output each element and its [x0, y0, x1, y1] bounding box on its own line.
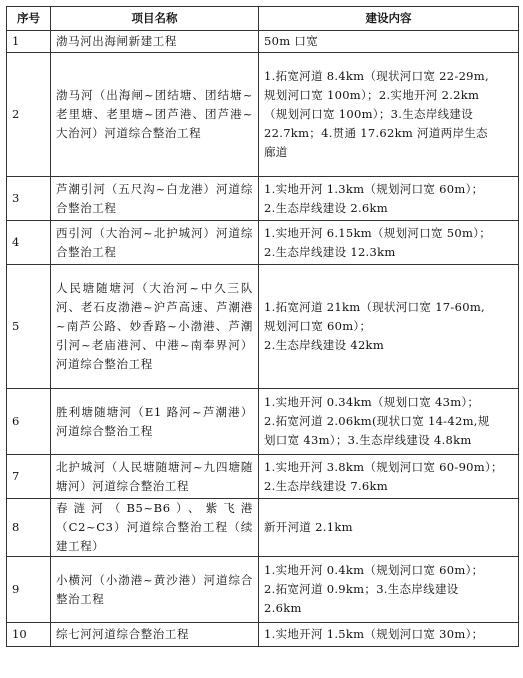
row-project-name: 北护城河（人民塘随塘河~九四塘随塘河）河道综合整治工程 — [51, 455, 259, 499]
row-project-name: 西引河（大治河~北护城河）河道综合整治工程 — [51, 221, 259, 265]
row-index: 5 — [7, 265, 51, 389]
row-index: 4 — [7, 221, 51, 265]
row-construction-content — [259, 265, 519, 389]
content-line: 2.生态岸线建设 2.6km — [264, 200, 388, 215]
row-index: 7 — [7, 455, 51, 499]
header-project-name: 项目名称 — [51, 7, 259, 31]
content-line: 划口宽 43m）；3.生态岸线建设 4.8km — [264, 433, 472, 447]
content-line: 1.拓宽河道 8.4km（现状河口宽 22-29m, — [264, 69, 489, 83]
table-row — [7, 623, 519, 647]
table-row — [7, 389, 519, 455]
row-construction-content — [259, 499, 519, 557]
table-row — [7, 31, 519, 53]
content-line: 新开河道 2.1km — [264, 520, 353, 534]
row-index: 1 — [7, 31, 51, 53]
content-line: 1.实地开河 1.3km（规划河口宽 60m）； — [264, 181, 484, 196]
content-line: （规划河口宽 100m）；3.生态岸线建设 — [264, 107, 474, 121]
row-construction-content — [259, 221, 519, 265]
table-body — [7, 31, 519, 647]
content-line: 1.实地开河 0.4km（规划河口宽 60m）； — [264, 563, 484, 577]
content-line: 2.拓宽河道 0.9km；3.生态岸线建设 — [264, 582, 459, 596]
content-line: 1.拓宽河道 21km（现状河口宽 17-60m, — [264, 300, 486, 314]
table-header-row — [7, 7, 519, 31]
row-project-name: 芦潮引河（五尺沟~白龙港）河道综合整治工程 — [51, 177, 259, 221]
content-line: 1.实地开河 0.34km（规划口宽 43m）； — [264, 395, 480, 409]
row-construction-content — [259, 389, 519, 455]
table-row — [7, 177, 519, 221]
content-line: 1.实地开河 6.15km（规划河口宽 50m）； — [264, 225, 492, 240]
row-index: 8 — [7, 499, 51, 557]
row-construction-content — [259, 31, 519, 53]
content-line: 2.拓宽河道 2.06km(现状口宽 14-42m,规 — [264, 414, 490, 428]
content-line: 廊道 — [264, 145, 288, 159]
row-project-name: 春涟河（B5~B6）、紫飞港（C2~C3）河道综合整治工程（续建工程） — [51, 499, 259, 557]
content-line: 规划河口宽 60m）； — [264, 319, 372, 333]
row-project-name: 渤马河（出海闸~团结塘、团结塘~老里塘、老里塘~团芦港、团芦港~大治河）河道综合整治工程 — [51, 53, 259, 177]
content-line: 50m 口宽 — [264, 34, 318, 48]
table-row — [7, 455, 519, 499]
table-row — [7, 53, 519, 177]
content-line: 规划河口宽 100m）；2.实地开河 2.2km — [264, 88, 480, 102]
row-construction-content — [259, 557, 519, 623]
row-index: 6 — [7, 389, 51, 455]
content-line: 2.生态岸线建设 42km — [264, 338, 385, 352]
row-index: 2 — [7, 53, 51, 177]
table-row — [7, 499, 519, 557]
row-project-name: 综七河河道综合整治工程 — [51, 623, 259, 647]
row-project-name: 渤马河出海闸新建工程 — [51, 31, 259, 53]
header-index: 序号 — [7, 7, 51, 31]
header-construction-content: 建设内容 — [259, 7, 519, 31]
row-index: 9 — [7, 557, 51, 623]
table-row — [7, 221, 519, 265]
row-index: 10 — [7, 623, 51, 647]
content-line: 1.实地开河 3.8km（规划河口宽 60-90m）； — [264, 459, 503, 474]
content-line: 2.6km — [264, 601, 302, 615]
content-line: 22.7km；4.贯通 17.62km 河道两岸生态 — [264, 126, 488, 140]
content-line: 1.实地开河 1.5km（规划河口宽 30m）； — [264, 627, 484, 641]
row-construction-content — [259, 53, 519, 177]
row-index: 3 — [7, 177, 51, 221]
table-row — [7, 557, 519, 623]
row-project-name: 胜利塘随塘河（E1 路河~芦潮港）河道综合整治工程 — [51, 389, 259, 455]
table-row — [7, 265, 519, 389]
row-project-name: 人民塘随塘河（大治河~中久三队河、老石皮渤港~沪芦高速、芦潮港~南芦公路、妙香路~小渤港、芦潮引河~老庙港河、中港~南奉界河）河道综合整治工程 — [51, 265, 259, 389]
content-line: 2.生态岸线建设 7.6km — [264, 478, 388, 493]
project-table — [6, 6, 519, 647]
row-construction-content — [259, 455, 519, 499]
row-construction-content — [259, 177, 519, 221]
row-project-name: 小横河（小渤港~黄沙港）河道综合整治工程 — [51, 557, 259, 623]
content-line: 2.生态岸线建设 12.3km — [264, 244, 396, 259]
row-construction-content — [259, 623, 519, 647]
